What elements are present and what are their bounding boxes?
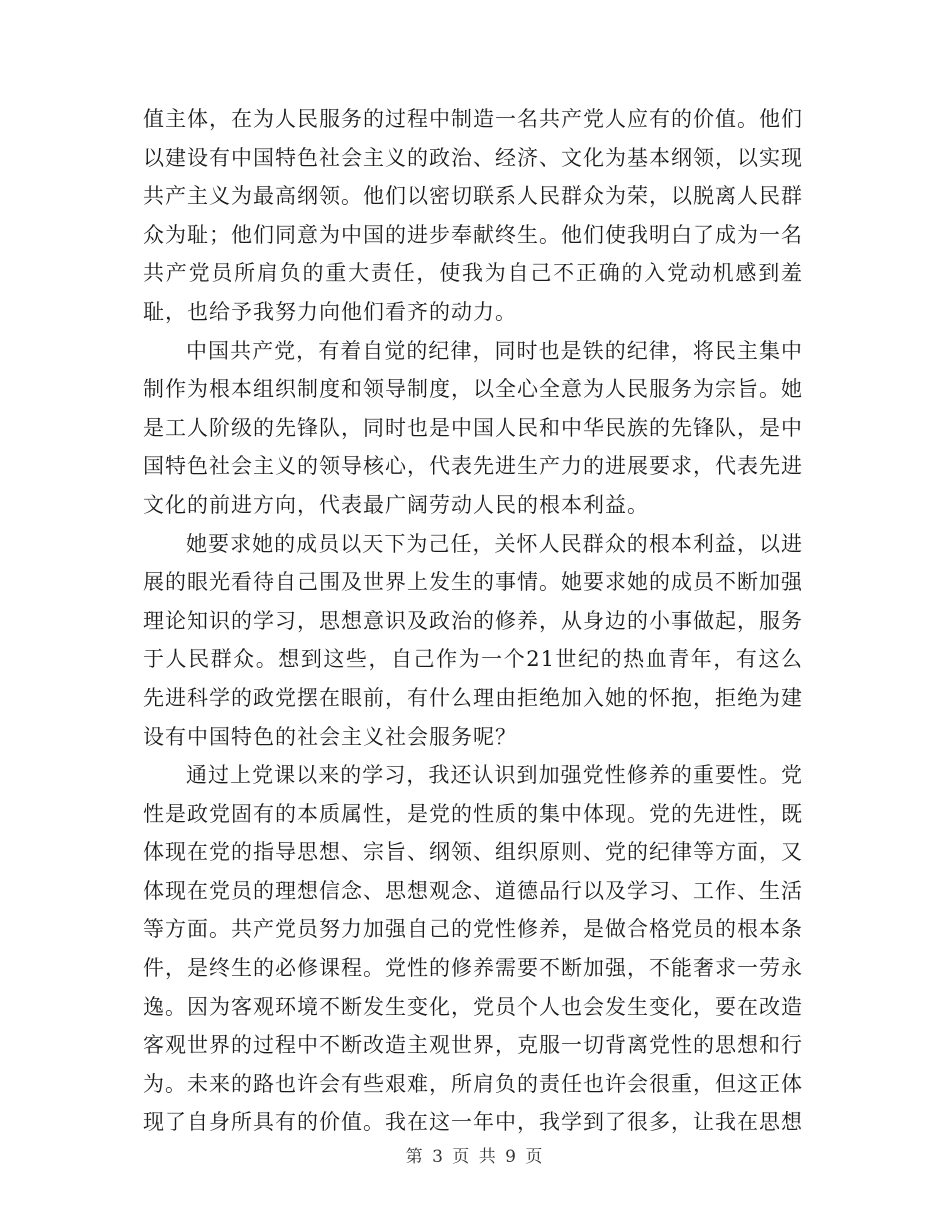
page-number-footer: 第 3 页 共 9 页 [405,1147,545,1167]
document-body [143,100,803,1142]
paragraph-continued: 值主体，在为人民服务的过程中制造一名共产党人应有的价值。他们以建设有中国特色社会主义的政治、经济、文化为基本纲领，以实现共产主义为最高纲领。他们以密切联系人民群众为荣，以脱离人民群众为耻；他们同意为中国的进步奉献终生。他们使我明白了成为一名共产党员所肩负的重大责任，使我为自己不正确的入党动机感到羞耻，也给予我努力向他们看齐的动力。 [143,107,803,324]
paragraph-member-requirements: 她要求她的成员以天下为己任，关怀人民群众的根本利益，以进展的眼光看待自己围及世界上发生的事情。她要求她的成员不断加强理论知识的学习，思想意识及政治的修养，从身边的小事做起，服务于人民群众。想到这些，自己作为一个21世纪的热血青年，有这么先进科学的政党摆在眼前，有什么理由拒绝加入她的怀抱，拒绝为建设有中国特色的社会主义社会服务呢？ [143,531,803,749]
paragraph-party-discipline: 中国共产党，有着自觉的纪律，同时也是铁的纪律，将民主集中制作为根本组织制度和领导制度，以全心全意为人民服务为宗旨。她是工人阶级的先锋队，同时也是中国人民和中华民族的先锋队，是中国特色社会主义的领导核心，代表先进生产力的进展要求，代表先进文化的前进方向，代表最广阔劳动人民的根本利益。 [143,338,803,517]
paragraph-party-spirit: 通过上党课以来的学习，我还认识到加强党性修养的重要性。党性是政党固有的本质属性，是党的性质的集中体现。党的先进性，既体现在党的指导思想、宗旨、纲领、组织原则、党的纪律等方面，又体现在党员的理想信念、思想观念、道德品行以及学习、工作、生活等方面。共产党员努力加强自己的党性修养，是做合格党员的根本条件，是终生的必修课程。党性的修养需要不断加强，不能奢求一劳永逸。因为客观环境不断发生变化，党员个人也会发生变化，要在改造客观世界的过程中不断改造主观世界，克服一切背离党性的思想和行为。未来的路也许会有些艰难，所肩负的责任也许会很重，但这正体现了自身所具有的价值。我在这一年中，我学到了很多，让我在思想 [143,763,803,1135]
